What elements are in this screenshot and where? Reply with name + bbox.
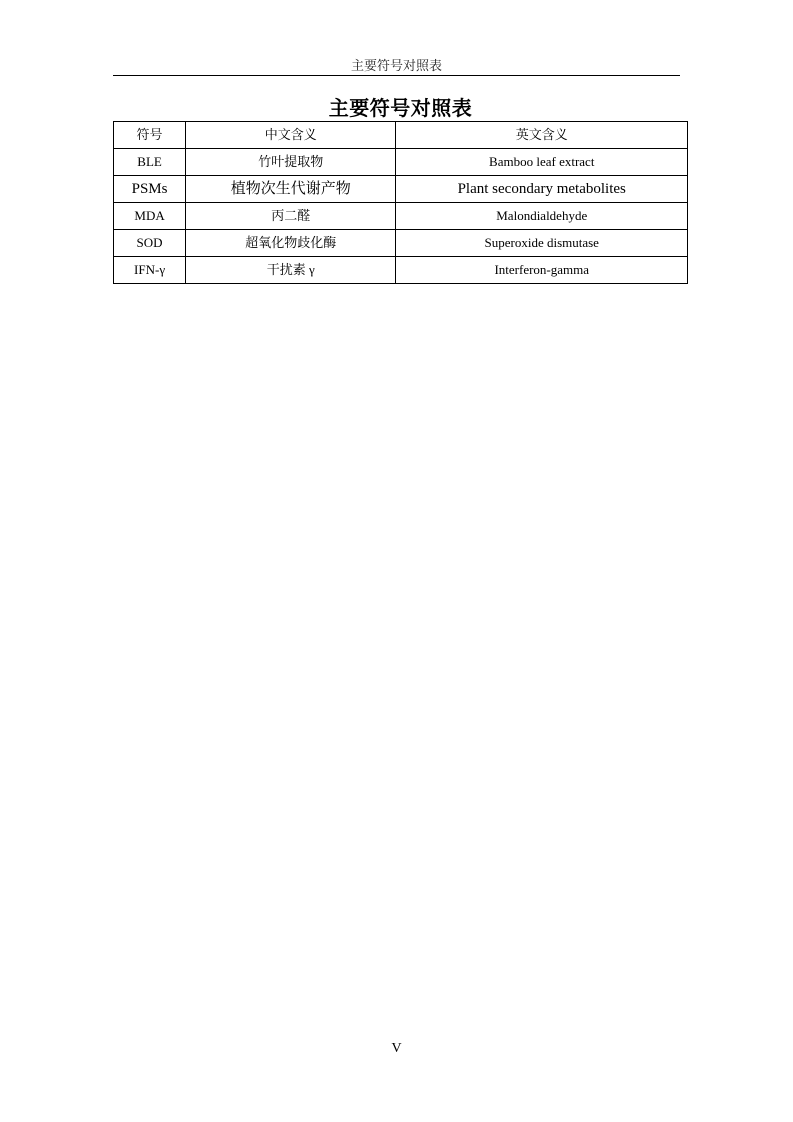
english-meaning-cell: Superoxide dismutase bbox=[396, 230, 688, 257]
table-row bbox=[114, 230, 688, 257]
english-meaning-cell: Plant secondary metabolites bbox=[396, 176, 688, 203]
symbol-cell: IFN-γ bbox=[114, 257, 186, 284]
column-header-symbol: 符号 bbox=[114, 122, 186, 149]
chinese-meaning-cell: 丙二醛 bbox=[186, 203, 396, 230]
page-title: 主要符号对照表 bbox=[328, 96, 473, 120]
symbol-table bbox=[113, 121, 688, 284]
running-header: 主要符号对照表 bbox=[350, 58, 442, 73]
symbol-cell: BLE bbox=[114, 149, 186, 176]
english-meaning-cell: Malondialdehyde bbox=[396, 203, 688, 230]
table-row bbox=[114, 176, 688, 203]
symbol-cell: MDA bbox=[114, 203, 186, 230]
page-number: V bbox=[391, 1041, 402, 1056]
chinese-meaning-cell: 植物次生代谢产物 bbox=[186, 176, 396, 203]
symbol-cell: PSMs bbox=[114, 176, 186, 203]
table-header-row bbox=[114, 122, 688, 149]
chinese-meaning-cell: 竹叶提取物 bbox=[186, 149, 396, 176]
header-rule bbox=[113, 75, 680, 76]
english-meaning-cell: Bamboo leaf extract bbox=[396, 149, 688, 176]
table-row bbox=[114, 203, 688, 230]
column-header-chinese-meaning: 中文含义 bbox=[186, 122, 396, 149]
table-row bbox=[114, 257, 688, 284]
table-row bbox=[114, 149, 688, 176]
column-header-english-meaning: 英文含义 bbox=[396, 122, 688, 149]
chinese-meaning-cell: 干扰素 γ bbox=[186, 257, 396, 284]
english-meaning-cell: Interferon-gamma bbox=[396, 257, 688, 284]
chinese-meaning-cell: 超氧化物歧化酶 bbox=[186, 230, 396, 257]
symbol-cell: SOD bbox=[114, 230, 186, 257]
